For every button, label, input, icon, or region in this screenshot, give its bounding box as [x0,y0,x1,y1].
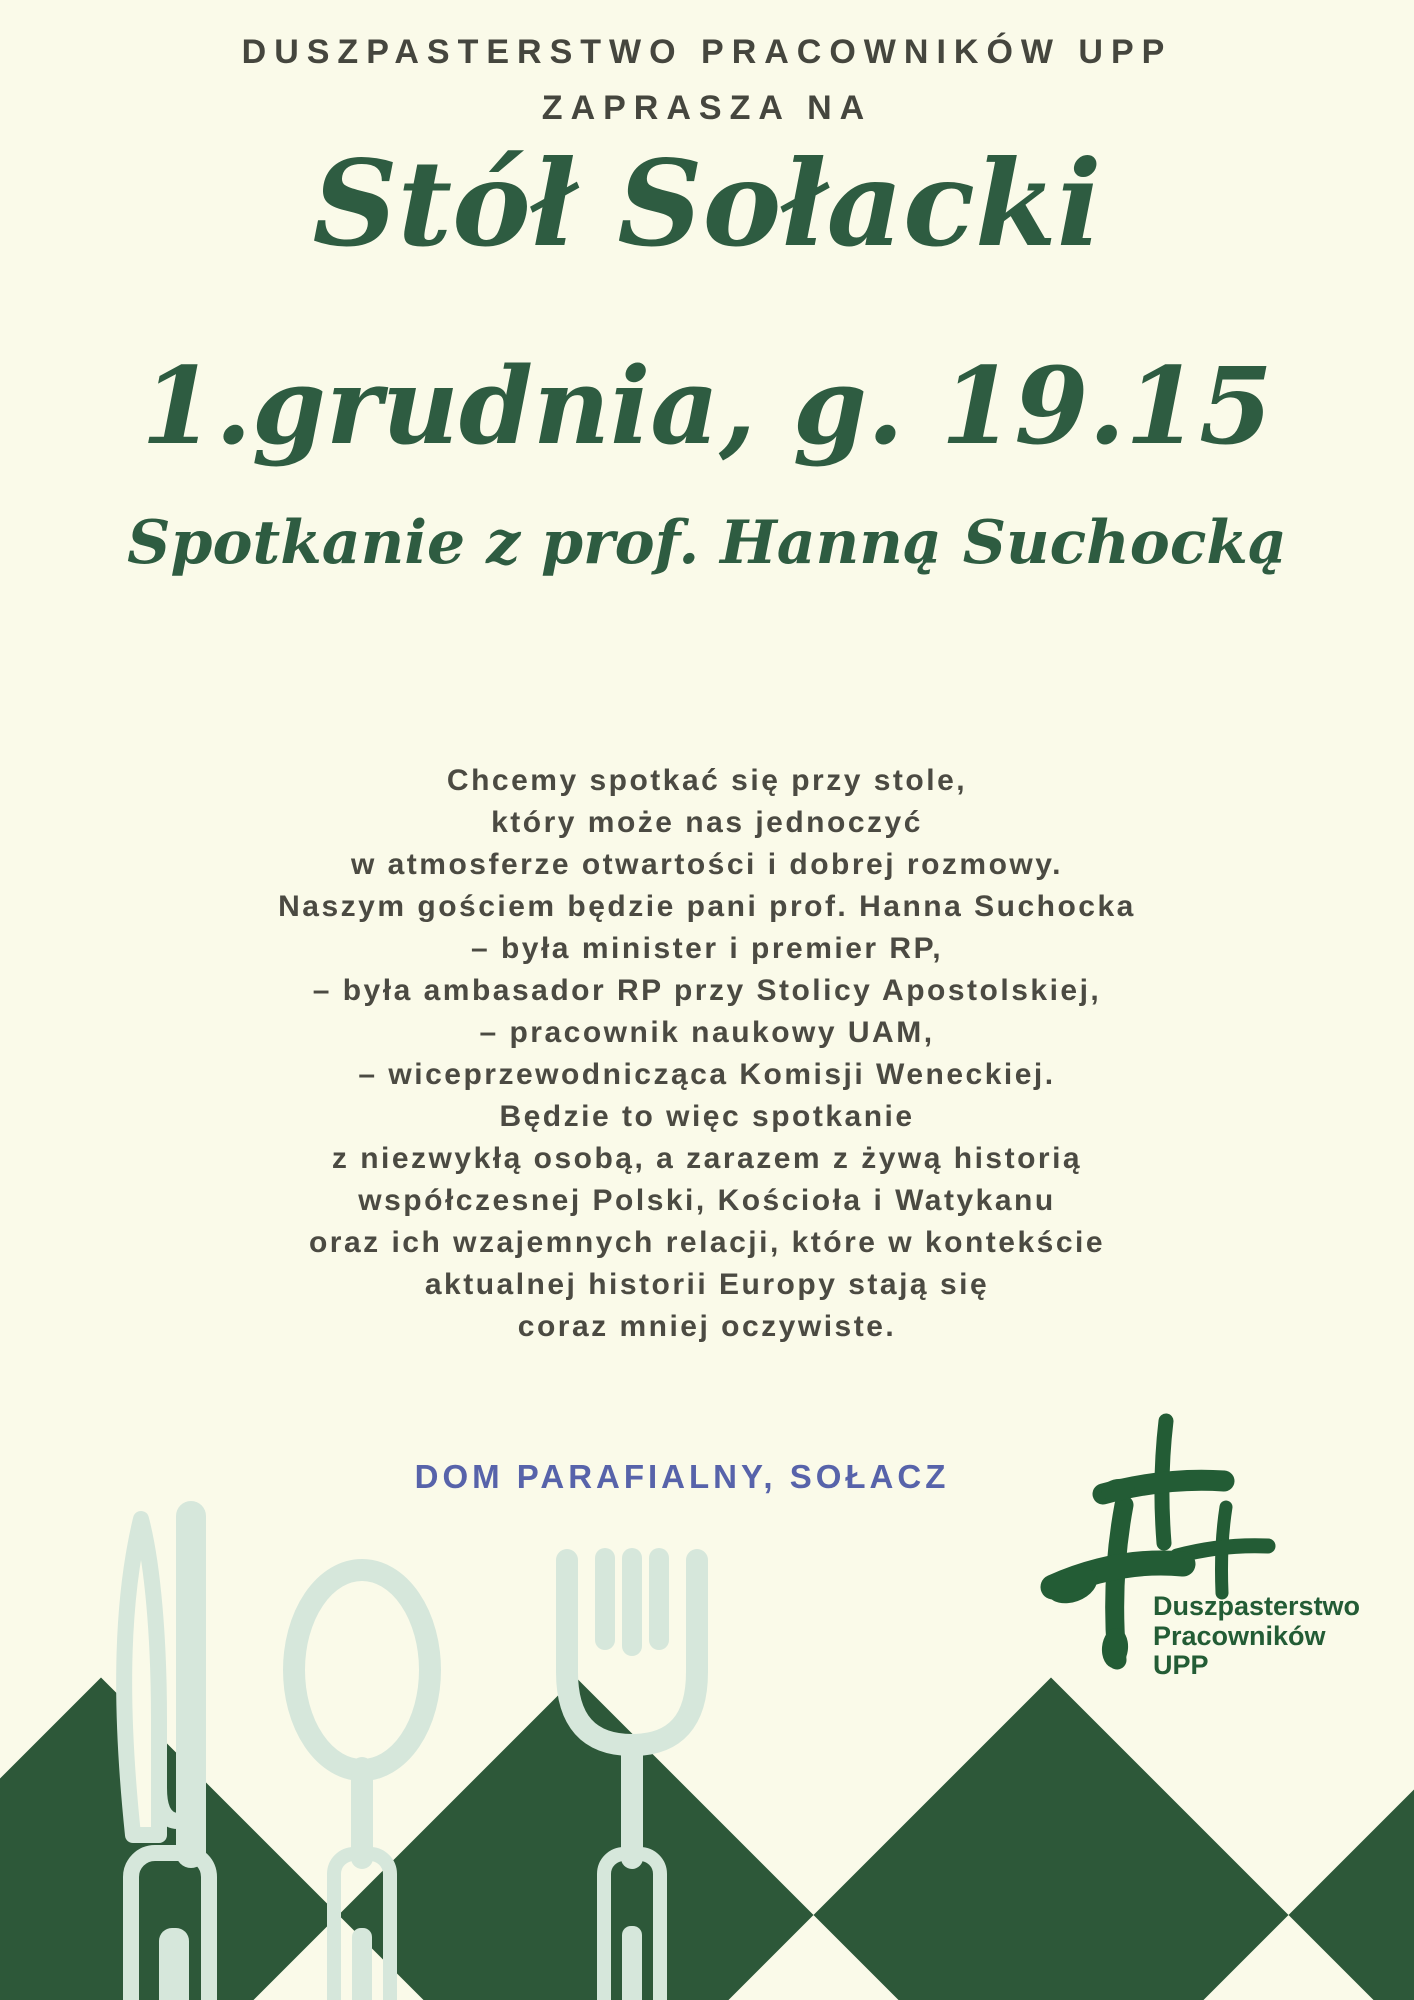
description-line: który może nas jednoczyć [491,806,923,839]
page-title: Stół Sołacki [312,134,1102,273]
description-line: coraz mniej oczywiste. [517,1310,897,1343]
kicker-line-2: ZAPRASZA NA [541,89,873,127]
description-line: – była minister i premier RP, [470,932,944,965]
description-line: Naszym gościem będzie pani prof. Hanna Suchocka [278,890,1136,923]
description-line: oraz ich wzajemnych relacji, które w kontekście [308,1226,1106,1259]
description-line: w atmosferze otwartości i dobrej rozmowy. [350,848,1064,881]
description-line: – pracownik naukowy UAM, [479,1016,935,1049]
kicker-line-1: DUSZPASTERSTWO PRACOWNIKÓW UPP [241,33,1173,71]
description-line: – wiceprzewodnicząca Komisji Weneckiej. [358,1058,1056,1091]
description-line: Chcemy spotkać się przy stole, [446,764,968,797]
kicker [0,24,1414,136]
description-line: – była ambasador RP przy Stolicy Apostolskiej, [312,974,1102,1007]
bottom-decoration [0,1480,1414,2000]
logo-line-3: UPP [1153,1650,1209,1680]
logo-line-1: Duszpasterstwo [1153,1591,1361,1621]
description-line: aktualnej historii Europy stają się [424,1268,990,1301]
event-datetime: 1.grudnia, g. 19.15 [141,343,1273,468]
description-line: współczesnej Polski, Kościoła i Watykanu [358,1184,1056,1217]
event-description [0,760,1414,1348]
venue-label: DOM PARAFIALNY, SOŁACZ [414,1458,950,1495]
event-subtitle: Spotkanie z prof. Hanną Suchocką [127,508,1287,578]
logo-line-2: Pracowników [1153,1620,1326,1651]
description-line: z niezwykłą osobą, a zarazem z żywą historią [331,1142,1083,1175]
description-line: Będzie to więc spotkanie [499,1100,915,1133]
